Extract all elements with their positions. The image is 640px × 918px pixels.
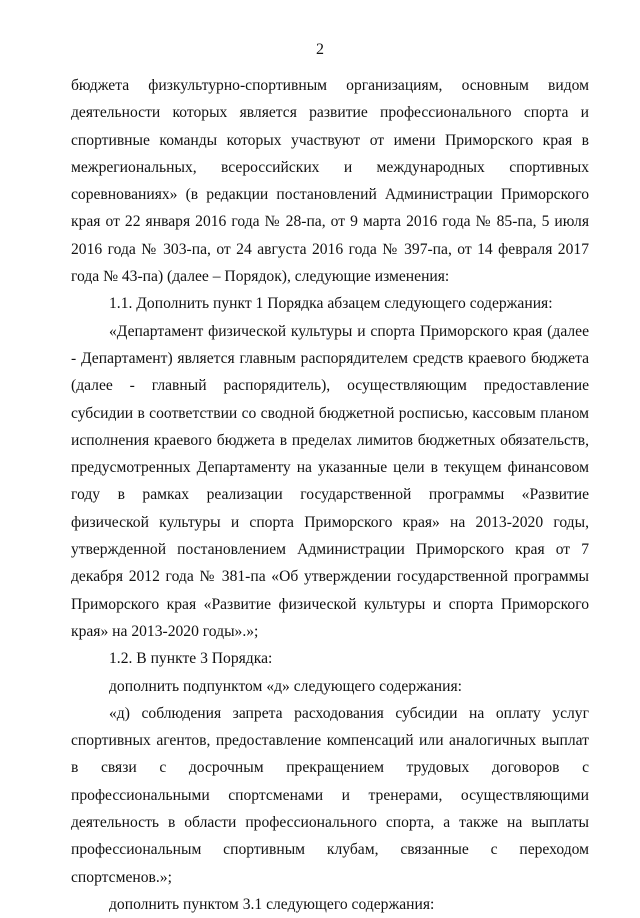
paragraph: «Департамент физической культуры и спорта Приморского края (далее - Департамент) является главным распорядителем средств краевого бюджета (далее - главный распорядитель), осуществляющим предоставление субсидии в соответствии со сводной бюджетной росписью, кассовым планом исполнения краевого бюджета в пределах лимитов бюджетных обязательств, предусмотренных Департаменту на указанные цели в текущем финансовом году в рамках реализации государственной программы «Развитие физической культуры и спорта Приморского края» на 2013-2020 годы, утвержденной постановлением Администрации Приморского края от 7 декабря 2012 года № 381-па «Об утверждении государственной программы Приморского края «Развитие физической культуры и спорта Приморского края» на 2013-2020 годы».»; [71,322,589,640]
page-number: 2 [316,41,324,58]
paragraph: дополнить пунктом 3.1 следующего содержания: [109,895,435,913]
paragraph: бюджета физкультурно-спортивным организациям, основным видом деятельности которых является развитие профессионального спорта и спортивные команды которых участвуют от имени Приморского края в межрегиональных, всероссийских и международных спортивных соревнованиях» (в редакции постановлений Администрации Приморского края от 22 января 2016 года № 28-па, от 9 марта 2016 года № 85-па, 5 июля 2016 года № 303-па, от 24 августа 2016 года № 397-па, от 14 февраля 2017 года № 43-па) (далее – Порядок), следующие изменения: [71,77,589,286]
paragraph: «д) соблюдения запрета расходования субсидии на оплату услуг спортивных агентов, предоставление компенсаций или аналогичных выплат в связи с досрочным прекращением трудовых договоров с профессиональными спортсменами и тренерами, осуществляющими деятельность в области профессионального спорта, а также на выплаты профессиональным спортивным клубам, связанные с переходом спортсменов.»; [71,704,589,886]
paragraph: дополнить подпунктом «д» следующего содержания: [109,677,462,695]
paragraph: 1.2. В пункте 3 Порядка: [109,650,273,668]
document-body [71,72,589,918]
paragraph: 1.1. Дополнить пункт 1 Порядка абзацем следующего содержания: [109,295,553,313]
